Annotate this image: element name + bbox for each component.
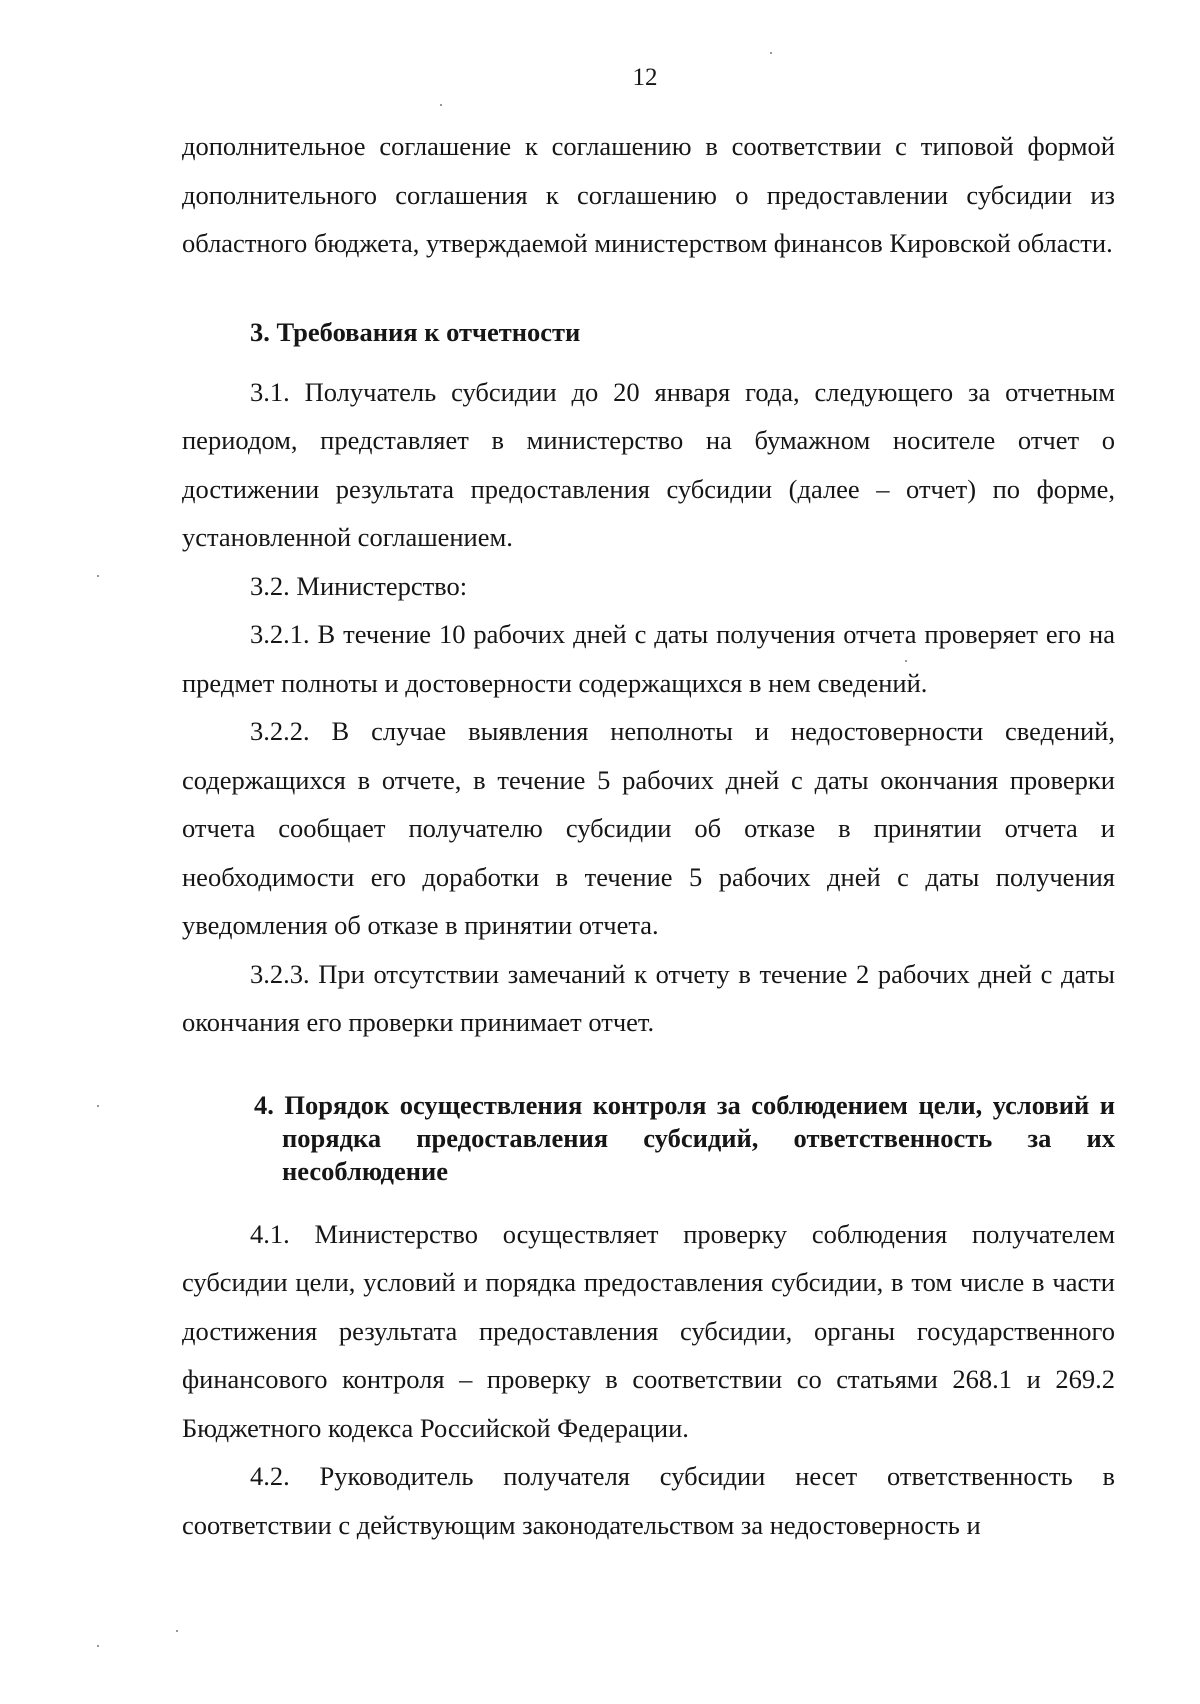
paragraph-3-2-3: 3.2.3. При отсутствии замечаний к отчету в течение 2 рабочих дней с даты окончания его проверки принимает отчет. [182, 958, 1115, 1037]
paragraph-4-2: 4.2. Руководитель получателя субсидии несет ответственность в соответствии с действующим законодательством за недостоверность и [182, 1461, 1115, 1540]
section-4-heading: 4. Порядок осуществления контроля за соблюдением цели, условий и порядка предоставления субсидий, ответственность за их несоблюдение [254, 1089, 1115, 1186]
paragraph-3-2-1: 3.2.1. В течение 10 рабочих дней с даты получения отчета проверяет его на предмет полноты и достоверности содержащихся в нем сведений. [182, 619, 1115, 698]
paragraph-3-2-2: 3.2.2. В случае выявления неполноты и недостоверности сведений, содержащихся в отчете, в течение 5 рабочих дней с даты окончания проверки отчета сообщает получателю субсидии об отказе в принятии отчета и необходимости его доработки в течение 5 рабочих дней с даты получения уведомления об отказе в принятии отчета. [182, 716, 1115, 940]
paragraph-continuation: дополнительное соглашение к соглашению в соответствии с типовой формой дополнительного соглашения к соглашению о предоставлении субсидии из областного бюджета, утверждаемой министерством финансов Кировской области. [182, 131, 1115, 258]
section-3-heading: 3. Требования к отчетности [250, 316, 581, 347]
paragraph-4-1: 4.1. Министерство осуществляет проверку соблюдения получателем субсидии цели, условий и порядка предоставления субсидии, в том числе в части достижения результата предоставления субсидии, органы государственного финансового контроля – проверку в соответствии со статьями 268.1 и 269.2 Бюджетного кодекса Российской Федерации. [182, 1218, 1115, 1443]
scan-speck [97, 1645, 99, 1647]
scan-speck [97, 575, 99, 577]
document-body [182, 122, 1115, 1549]
scan-speck [770, 52, 772, 54]
scan-speck [440, 104, 442, 106]
scan-speck [176, 1630, 178, 1632]
paragraph-3-2: 3.2. Министерство: [250, 570, 468, 601]
scan-speck [97, 1105, 99, 1107]
paragraph-3-1: 3.1. Получатель субсидии до 20 января года, следующего за отчетным периодом, представляет в министерство на бумажном носителе отчет о достижении результата предоставления субсидии (далее – отчет) по форме, установленной соглашением. [182, 376, 1115, 552]
scan-speck [905, 660, 907, 662]
page-number: 12 [632, 64, 658, 91]
